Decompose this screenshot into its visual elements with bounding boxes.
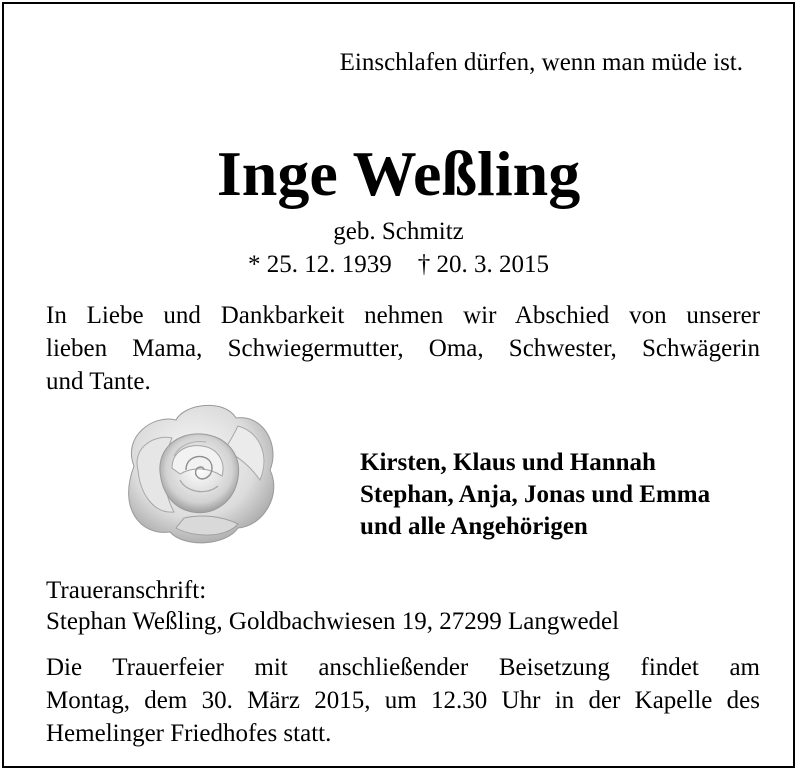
ceremony-paragraph [46,651,760,750]
intro-paragraph [46,299,760,398]
rose-icon [114,396,282,548]
intro-line: In Liebe und Dankbarkeit nehmen wir Abschied von unserer [46,302,760,329]
family-line: Kirsten, Klaus und Hannah [360,449,656,476]
address-label: Traueranschrift: [46,577,207,604]
birth-name: geb. Schmitz [333,218,464,245]
address-text: Stephan Weßling, Goldbachwiesen 19, 27299 Langwedel [46,608,620,635]
family-line: Stephan, Anja, Jonas und Emma [360,481,711,508]
birth-date: * 25. 12. 1939 [248,251,392,278]
obituary-notice [2,2,795,768]
ceremony-line: Hemelinger Friedhofes statt. [46,720,332,747]
ceremony-line: Die Trauerfeier mit anschließender Beisetzung findet am [46,654,760,681]
ceremony-line: Montag, dem 30. März 2015, um 12.30 Uhr in der Kapelle des [46,687,760,714]
intro-line: lieben Mama, Schwiegermutter, Oma, Schwester, Schwägerin [46,335,760,362]
family-line: und alle Angehörigen [360,513,588,540]
life-dates [4,251,793,279]
intro-line: und Tante. [46,368,151,395]
deceased-name: Inge Weßling [216,138,581,209]
family-signatures [360,447,710,543]
motto-quote: Einschlafen dürfen, wenn man müde ist. [339,49,743,76]
death-date: † 20. 3. 2015 [417,251,549,278]
mourning-address [46,575,619,637]
